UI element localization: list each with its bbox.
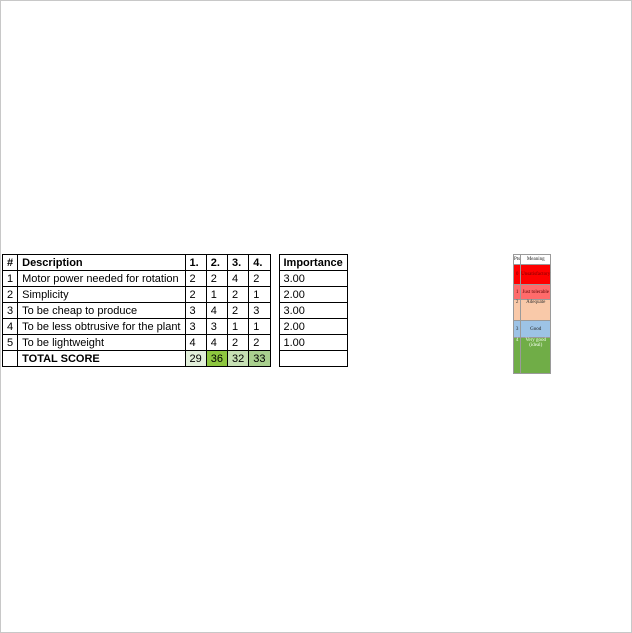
legend-meaning: Adequate: [521, 300, 551, 321]
column-gap: [270, 335, 279, 351]
option-1-score: 4: [185, 335, 206, 351]
row-description: To be less obtrusive for the plant: [18, 319, 185, 335]
legend-row: [514, 265, 551, 285]
importance-value: 2.00: [279, 319, 347, 335]
legend-meaning: Just tolerable: [521, 285, 551, 300]
table-row: [3, 335, 348, 351]
total-score-label: TOTAL SCORE: [18, 351, 185, 367]
option-1-score: 2: [185, 287, 206, 303]
column-gap: [270, 287, 279, 303]
legend-points: 3: [514, 321, 521, 338]
row-number: 2: [3, 287, 18, 303]
option-2-score: 4: [206, 335, 227, 351]
option-4-score: 1: [249, 319, 270, 335]
option-4-score: 1: [249, 287, 270, 303]
option-4-score: 3: [249, 303, 270, 319]
option-2-score: 1: [206, 287, 227, 303]
option-4-score: 2: [249, 335, 270, 351]
col-option-4-header: 4.: [249, 255, 270, 271]
total-option-3: 32: [228, 351, 249, 367]
column-gap: [270, 303, 279, 319]
evaluation-table: [2, 254, 348, 367]
legend-meaning-header: Meaning: [521, 255, 551, 265]
total-option-2: 36: [206, 351, 227, 367]
column-gap: [270, 319, 279, 335]
row-description: To be lightweight: [18, 335, 185, 351]
option-3-score: 2: [228, 287, 249, 303]
total-option-4: 33: [249, 351, 270, 367]
row-number: 4: [3, 319, 18, 335]
total-option-1: 29: [185, 351, 206, 367]
importance-value: 1.00: [279, 335, 347, 351]
legend-meaning: Good: [521, 321, 551, 338]
option-1-score: 2: [185, 271, 206, 287]
option-3-score: 4: [228, 271, 249, 287]
option-1-score: 3: [185, 319, 206, 335]
option-2-score: 2: [206, 271, 227, 287]
importance-value: 2.00: [279, 287, 347, 303]
row-number: 3: [3, 303, 18, 319]
legend-row: [514, 300, 551, 321]
option-2-score: 3: [206, 319, 227, 335]
total-row: [3, 351, 348, 367]
legend-points: 0: [514, 265, 521, 285]
legend-row: [514, 338, 551, 374]
option-3-score: 2: [228, 303, 249, 319]
importance-value: 3.00: [279, 303, 347, 319]
legend-points-header: Pts: [514, 255, 521, 265]
option-3-score: 2: [228, 335, 249, 351]
col-number-header: #: [3, 255, 18, 271]
table-row: [3, 287, 348, 303]
legend-points: 2: [514, 300, 521, 321]
total-number-cell: [3, 351, 18, 367]
option-2-score: 4: [206, 303, 227, 319]
option-4-score: 2: [249, 271, 270, 287]
table-row: [3, 319, 348, 335]
row-number: 5: [3, 335, 18, 351]
legend-row: [514, 285, 551, 300]
table-row: [3, 271, 348, 287]
col-option-2-header: 2.: [206, 255, 227, 271]
legend-points: 1: [514, 285, 521, 300]
column-gap: [270, 271, 279, 287]
option-1-score: 3: [185, 303, 206, 319]
legend-meaning: Unsatisfactory: [521, 265, 551, 285]
col-description-header: Description: [18, 255, 185, 271]
table-row: [3, 303, 348, 319]
column-gap: [270, 351, 279, 367]
option-3-score: 1: [228, 319, 249, 335]
col-importance-header: Importance: [279, 255, 347, 271]
legend-meaning: Very good (ideal): [521, 338, 551, 374]
importance-value: 3.00: [279, 271, 347, 287]
row-description: To be cheap to produce: [18, 303, 185, 319]
legend-header-row: [514, 255, 551, 265]
col-option-3-header: 3.: [228, 255, 249, 271]
legend-points: 4: [514, 338, 521, 374]
column-gap: [270, 255, 279, 271]
header-row: [3, 255, 348, 271]
row-number: 1: [3, 271, 18, 287]
col-option-1-header: 1.: [185, 255, 206, 271]
row-description: Simplicity: [18, 287, 185, 303]
legend-row: [514, 321, 551, 338]
total-importance-cell: [279, 351, 347, 367]
scoring-legend: [513, 254, 551, 374]
row-description: Motor power needed for rotation: [18, 271, 185, 287]
